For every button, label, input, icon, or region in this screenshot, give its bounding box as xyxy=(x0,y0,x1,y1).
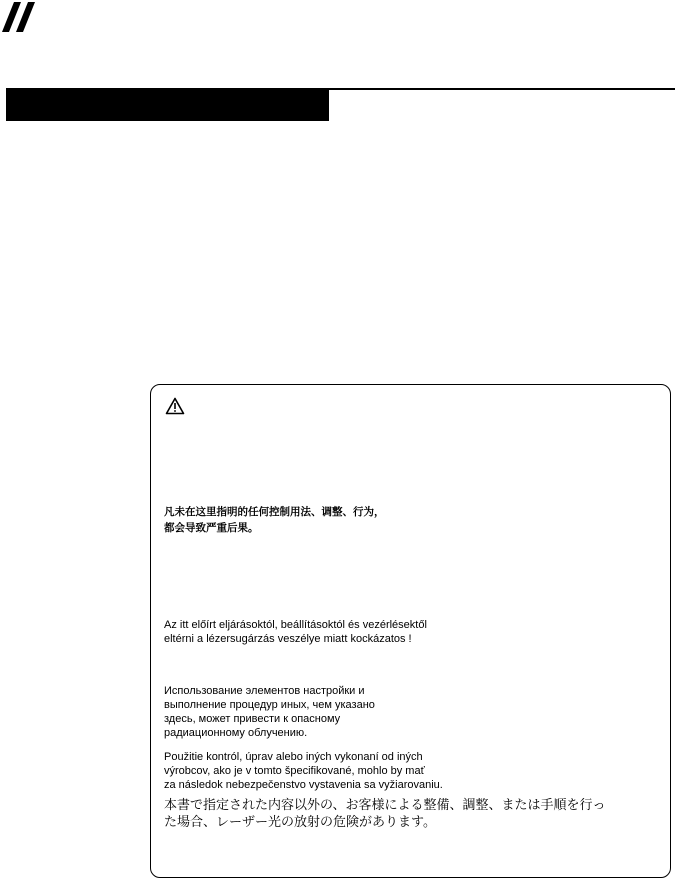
warning-text-hungarian xyxy=(164,618,427,646)
double-slash-logo-icon xyxy=(2,2,36,32)
warning-text-russian xyxy=(164,684,375,740)
warning-triangle-icon xyxy=(165,397,185,415)
text-line: 都会导致严重后果。 xyxy=(164,522,259,534)
text-line: Az itt előírt eljárásoktól, beállításoktól és vezérlésektől xyxy=(164,619,427,631)
warning-text-japanese xyxy=(164,797,605,831)
warning-text-slovak xyxy=(164,750,443,792)
warning-text-chinese xyxy=(164,504,385,536)
text-line: za následok nebezpečenstvo vystavenia sa vyžiarovaniu. xyxy=(164,779,443,791)
text-line: радиационному облучению. xyxy=(164,727,308,739)
section-heading-bar xyxy=(6,90,329,121)
text-line: 本書で指定された内容以外の、お客様による整備、調整、または手順を行っ xyxy=(164,798,606,813)
text-line: Использование элементов настройки и xyxy=(164,685,365,697)
text-line: выполнение процедур иных, чем указано xyxy=(164,699,375,711)
text-line: た場合、レーザー光の放射の危険があります。 xyxy=(164,815,436,830)
text-line: 凡未在这里指明的任何控制用法、调整、行为， xyxy=(164,506,385,518)
text-line: Použitie kontról, úprav alebo iných vykonaní od iných xyxy=(164,751,423,763)
text-line: здесь, может привести к опасному xyxy=(164,713,341,725)
laser-warning-box xyxy=(150,384,671,878)
text-line: eltérni a lézersugárzás veszélye miatt kockázatos ! xyxy=(164,633,412,645)
text-line: výrobcov, ako je v tomto špecifikované, mohlo by mať xyxy=(164,765,425,777)
